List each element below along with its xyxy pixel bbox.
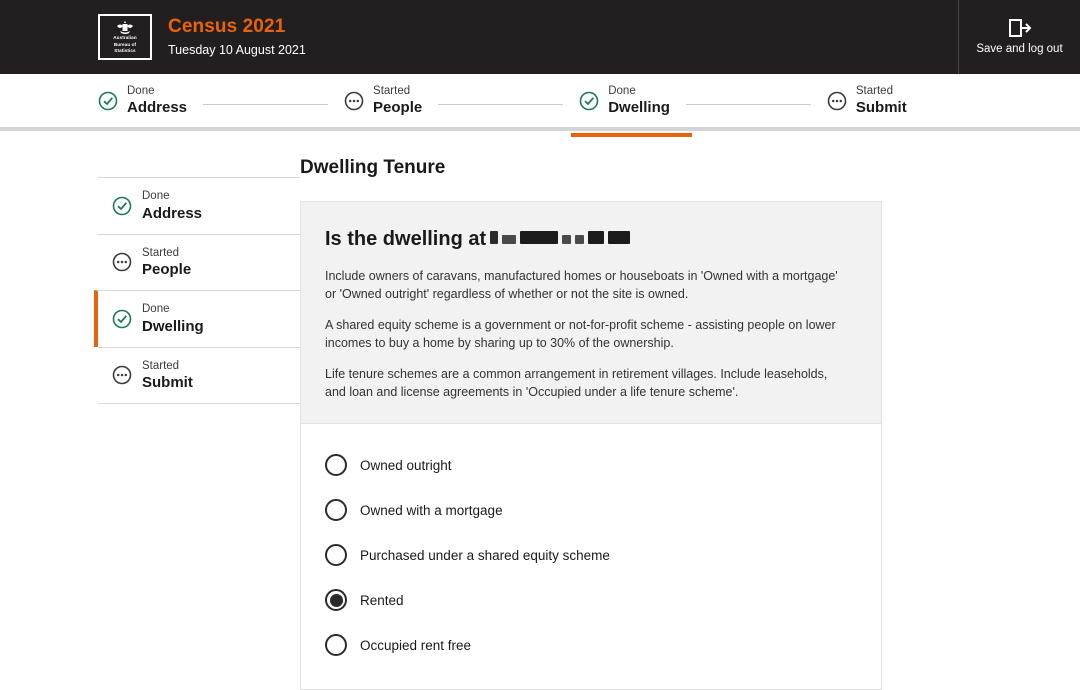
option-owned-with-a-mortgage[interactable]: [325, 499, 857, 521]
radio-button[interactable]: [325, 634, 347, 656]
logout-icon: [1009, 19, 1031, 37]
radio-button[interactable]: [325, 544, 347, 566]
sidebar-item-label: Submit: [142, 374, 193, 391]
step-address[interactable]: [98, 86, 187, 116]
sidebar-item-label: People: [142, 261, 192, 278]
redacted-address: [562, 235, 571, 244]
question-card: [300, 201, 882, 690]
check-circle-icon: [112, 309, 132, 329]
stepper-divider: [203, 104, 328, 105]
save-and-log-out-label: Save and log out: [976, 43, 1063, 55]
question-text: Is the dwelling at: [325, 228, 487, 250]
header-left: [0, 0, 958, 74]
sidebar-item-submit[interactable]: [98, 347, 300, 405]
redacted-address: [502, 235, 516, 244]
ellipsis-circle-icon: [112, 252, 132, 272]
save-and-log-out-button[interactable]: [958, 0, 1080, 74]
radio-button[interactable]: [325, 454, 347, 476]
australian-coat-of-arms-icon: [114, 20, 136, 34]
step-status: Done: [127, 84, 155, 97]
option-purchased-under-a-shared-equity-scheme[interactable]: [325, 544, 857, 566]
option-owned-outright[interactable]: [325, 454, 857, 476]
option-rented[interactable]: [325, 589, 857, 611]
option-occupied-rent-free[interactable]: [325, 634, 857, 656]
sidebar-item-people[interactable]: [98, 234, 300, 291]
stepper-divider: [686, 104, 811, 105]
redacted-address: [520, 231, 558, 244]
check-circle-icon: [98, 91, 118, 111]
sidebar-item-label: Address: [142, 204, 203, 222]
option-label: Rented: [360, 592, 404, 608]
header-titles: [168, 16, 306, 58]
stepper-divider: [438, 104, 563, 105]
step-people[interactable]: [344, 86, 422, 116]
question-heading: [325, 228, 857, 251]
step-label: Submit: [855, 99, 907, 117]
check-circle-icon: [579, 91, 599, 111]
census-date: Tuesday 10 August 2021: [168, 43, 306, 57]
step-label: Dwelling: [608, 99, 670, 117]
step-status: Started: [373, 84, 411, 97]
abs-logo: [98, 14, 152, 60]
ellipsis-circle-icon: [344, 91, 364, 111]
check-circle-icon: [112, 196, 132, 216]
question-panel: [301, 202, 881, 424]
step-dwelling[interactable]: [579, 86, 670, 116]
redacted-address: [608, 231, 630, 244]
progress-stepper: [0, 74, 1080, 131]
ellipsis-circle-icon: [827, 91, 847, 111]
option-label: Owned outright: [360, 457, 452, 473]
page-title: Dwelling Tenure: [300, 157, 446, 178]
abs-logo-line-3: Statistics: [114, 48, 136, 54]
step-label: Address: [127, 99, 188, 117]
sidebar-item-status: Started: [142, 359, 180, 372]
redacted-address: [490, 231, 498, 244]
ellipsis-circle-icon: [112, 365, 132, 385]
abs-logo-line-1: Australian: [113, 35, 137, 41]
help-paragraph: A shared equity scheme is a government or not-for-profit scheme - assisting people on lower incomes to buy a home by sharing up to 30% of the ownership.: [325, 318, 836, 350]
main-content: [300, 157, 1080, 690]
step-status: Started: [855, 84, 893, 97]
option-label: Owned with a mortgage: [360, 502, 503, 518]
page-body: [0, 131, 1080, 690]
sidebar-item-status: Started: [142, 246, 180, 259]
help-paragraph: Life tenure schemes are a common arrangement in retirement villages. Include leaseholds, and loan and license agreements in 'Occupied under a life tenure scheme'.: [325, 367, 828, 399]
sidebar-nav: [0, 157, 300, 690]
radio-button-selected[interactable]: [325, 589, 347, 611]
step-submit[interactable]: [827, 86, 907, 116]
step-label: People: [373, 99, 423, 117]
step-status: Done: [608, 84, 636, 97]
redacted-address: [575, 235, 584, 244]
abs-logo-line-2: Bureau of: [113, 41, 137, 47]
tenure-options-group: [301, 424, 881, 689]
sidebar-item-dwelling[interactable]: [94, 290, 300, 347]
sidebar-item-status: Done: [142, 190, 170, 202]
option-label: Occupied rent free: [360, 637, 472, 653]
help-paragraph: Include owners of caravans, manufactured homes or houseboats in 'Owned with a mortgage' or 'Owned outright' regardless of whether or not the site is owned.: [325, 269, 838, 301]
sidebar-item-address[interactable]: [98, 177, 300, 234]
sidebar-item-status: Done: [142, 303, 170, 315]
radio-button[interactable]: [325, 499, 347, 521]
sidebar-item-label: Dwelling: [142, 317, 204, 335]
option-label: Purchased under a shared equity scheme: [360, 547, 610, 563]
redacted-address: [588, 231, 604, 244]
app-title: Census 2021: [168, 16, 286, 37]
app-header: [0, 0, 1080, 74]
